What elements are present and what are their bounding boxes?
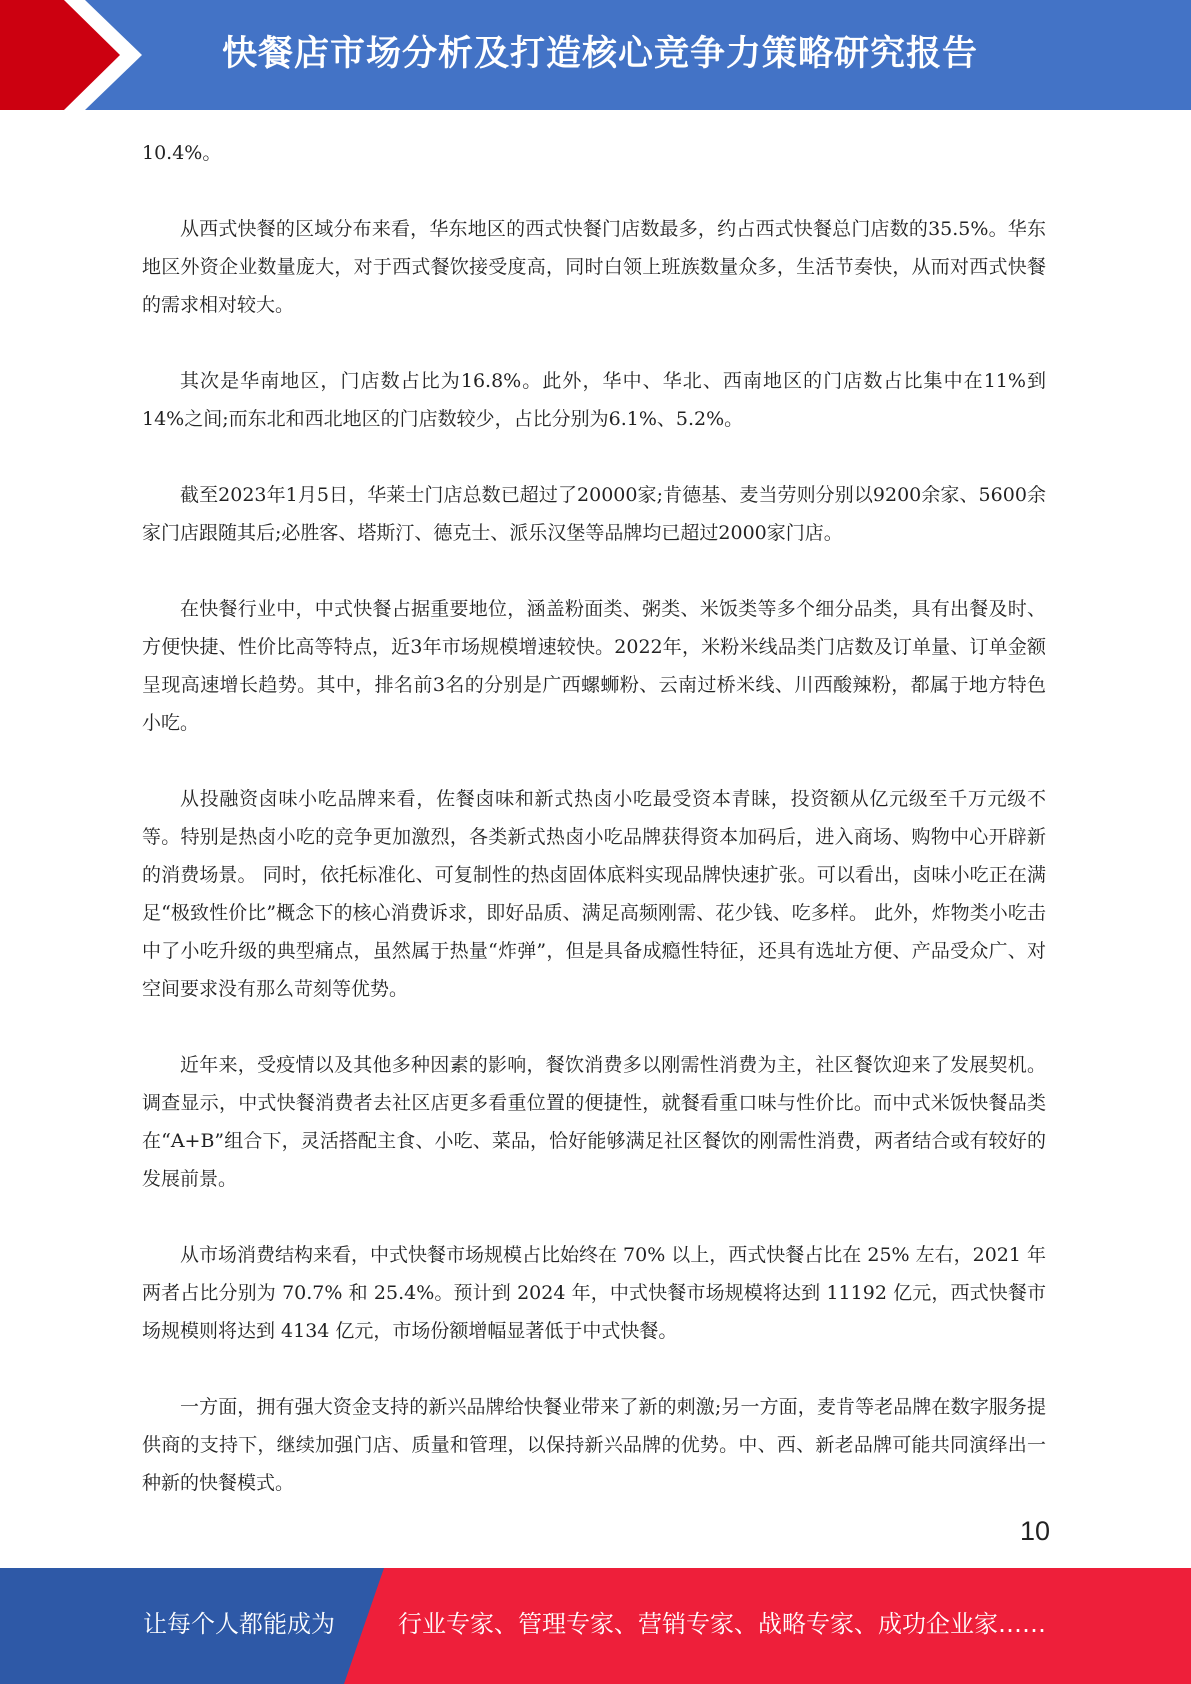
page-header [0, 0, 1191, 110]
footer-slogan-right: 行业专家、管理专家、营销专家、战略专家、成功企业家…… [398, 1610, 1046, 1638]
paragraph-continuation: 10.4%。 [142, 142, 222, 164]
paragraph-consumption-structure: 从市场消费结构来看，中式快餐市场规模占比始终在 70% 以上，西式快餐占比在 25% 左右，2021 年两者占比分别为 70.7% 和 25.4%。预计到 2024 年，中式快餐市场规模将达到 11192 亿元，西式快餐市场规模则将达到 4134 亿元，市场份额增幅显著低于中式快餐。 [142, 1244, 1047, 1342]
paragraph-community-dining: 近年来，受疫情以及其他多种因素的影响，餐饮消费多以刚需性消费为主，社区餐饮迎来了发展契机。调查显示，中式快餐消费者去社区店更多看重位置的便捷性，就餐看重口味与性价比。而中式米饭快餐品类在“A+B”组合下，灵活搭配主食、小吃、菜品，恰好能够满足社区餐饮的刚需性消费，两者结合或有较好的发展前景。 [142, 1054, 1046, 1190]
paragraph-braised-snacks-investment: 从投融资卤味小吃品牌来看，佐餐卤味和新式热卤小吃最受资本青睐，投资额从亿元级至千万元级不等。特别是热卤小吃的竞争更加激烈，各类新式热卤小吃品牌获得资本加码后，进入商场、购物中心开辟新的消费场景。 同时，依托标准化、可复制性的热卤固体底料实现品牌快速扩张。可以看出，卤味小吃正在满足“极致性价比”概念下的核心消费诉求，即好品质、满足高频刚需、花少钱、吃多样。 此外，炸物类小吃击中了小吃升级的典型痛点，虽然属于热量“炸弹”，但是具备成瘾性特征，还具有选址方便、产品受众广、对空间要求没有那么苛刻等优势。 [142, 788, 1046, 1000]
page-number: 10 [1019, 1516, 1050, 1546]
paragraph-brand-outlook: 一方面，拥有强大资金支持的新兴品牌给快餐业带来了新的刺激;另一方面，麦肯等老品牌在数字服务提供商的支持下，继续加强门店、质量和管理，以保持新兴品牌的优势。中、西、新老品牌可能共同演绎出一种新的快餐模式。 [142, 1396, 1046, 1494]
paragraph-store-counts: 截至2023年1月5日，华莱士门店总数已超过了20000家;肯德基、麦当劳则分别以9200余家、5600余家门店跟随其后;必胜客、塔斯汀、德克士、派乐汉堡等品牌均已超过2000家门店。 [142, 484, 1046, 544]
paragraph-western-regional-distribution: 从西式快餐的区域分布来看，华东地区的西式快餐门店数最多，约占西式快餐总门店数的35.5%。华东地区外资企业数量庞大，对于西式餐饮接受度高，同时白领上班族数量众多，生活节奏快，从而对西式快餐的需求相对较大。 [142, 218, 1046, 316]
report-body [142, 134, 1046, 1540]
paragraph-chinese-fast-food: 在快餐行业中，中式快餐占据重要地位，涵盖粉面类、粥类、米饭类等多个细分品类，具有出餐及时、方便快捷、性价比高等特点，近3年市场规模增速较快。2022年，米粉米线品类门店数及订单量、订单金额呈现高速增长趋势。其中，排名前3名的分别是广西螺蛳粉、云南过桥米线、川西酸辣粉，都属于地方特色小吃。 [142, 598, 1046, 734]
page-footer [0, 1568, 1191, 1684]
footer-slogan-left: 让每个人都能成为 [143, 1610, 335, 1638]
paragraph-south-china-share: 其次是华南地区，门店数占比为16.8%。此外，华中、华北、西南地区的门店数占比集中在11%到14%之间;而东北和西北地区的门店数较少，占比分别为6.1%、5.2%。 [142, 370, 1046, 430]
report-title: 快餐店市场分析及打造核心竞争力策略研究报告 [222, 34, 979, 74]
